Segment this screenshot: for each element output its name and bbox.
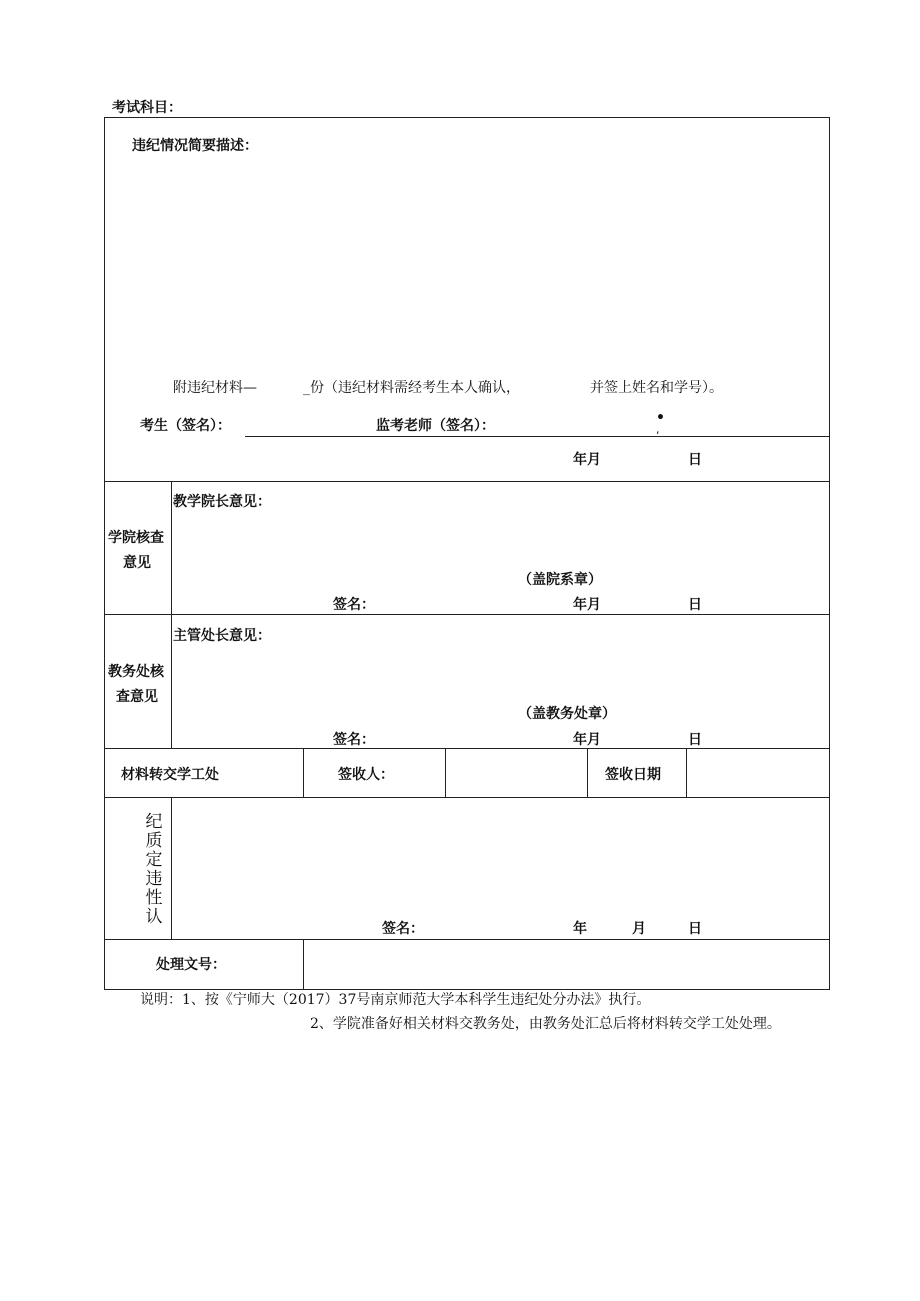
- affairs-row-label-1: 教务处核: [108, 664, 164, 680]
- document-number-field[interactable]: [304, 940, 828, 988]
- incident-date-day: 日: [688, 452, 702, 468]
- college-date-day: 日: [688, 597, 702, 613]
- college-row-label-1: 学院核查: [108, 530, 164, 546]
- determination-date-day: 日: [688, 921, 702, 937]
- determination-char-4: 违: [145, 869, 163, 889]
- college-date-year-month: 年月: [573, 597, 601, 613]
- attachment-text-b: _份（违纪材料需经考生本人确认，: [303, 380, 520, 396]
- dean-opinion-label: 教学院长意见：: [173, 494, 271, 510]
- determination-char-3: 定: [145, 850, 163, 870]
- director-opinion-label: 主管处长意见：: [173, 628, 271, 644]
- determination-date-month: 月: [632, 921, 646, 937]
- determination-char-6: 认: [145, 907, 163, 927]
- receipt-date-label: 签收日期: [605, 767, 661, 783]
- attachment-text-c: 并签上姓名和学号）。: [590, 380, 723, 396]
- determination-signature-label: 签名：: [382, 921, 424, 937]
- transfer-label: 材料转交学工处: [121, 767, 219, 783]
- determination-char-1: 纪: [145, 812, 163, 832]
- determination-char-2: 质: [145, 831, 163, 851]
- description-label: 违纪情况简要描述：: [132, 138, 258, 154]
- affairs-row-label-2: 查意见: [116, 689, 158, 705]
- student-signature-label: 考生（签名）：: [140, 418, 231, 434]
- incident-date-year-month: 年月: [573, 452, 601, 468]
- affairs-date-day: 日: [688, 732, 702, 748]
- stray-mark-comma: ,: [656, 423, 660, 436]
- college-seal-label: （盖院系章）: [518, 572, 602, 588]
- receiver-field[interactable]: [446, 749, 586, 796]
- subject-label: 考试科目：: [112, 100, 182, 116]
- proctor-signature-label: 监考老师（签名）：: [376, 418, 495, 434]
- attachment-text-a: 附违纪材料—: [173, 380, 257, 396]
- receiver-label: 签收人：: [338, 767, 394, 783]
- determination-char-5: 性: [145, 888, 163, 908]
- document-number-label: 处理文号：: [156, 957, 226, 973]
- receipt-date-field[interactable]: [687, 749, 828, 796]
- affairs-seal-label: （盖教务处章）: [518, 706, 616, 722]
- affairs-signature-label: 签名：: [333, 732, 375, 748]
- note-1: 说明：1、按《宁师大（2017）37号南京师范大学本科学生违纪处分办法》执行。: [140, 992, 651, 1008]
- stray-mark: •: [656, 410, 665, 426]
- note-2: 2、学院准备好相关材料交教务处，由教务处汇总后将材料转交学工处处理。: [310, 1016, 781, 1032]
- affairs-date-year-month: 年月: [573, 732, 601, 748]
- determination-date-year: 年: [573, 921, 587, 937]
- college-row-label-2: 意见: [123, 555, 151, 571]
- college-signature-label: 签名：: [333, 597, 375, 613]
